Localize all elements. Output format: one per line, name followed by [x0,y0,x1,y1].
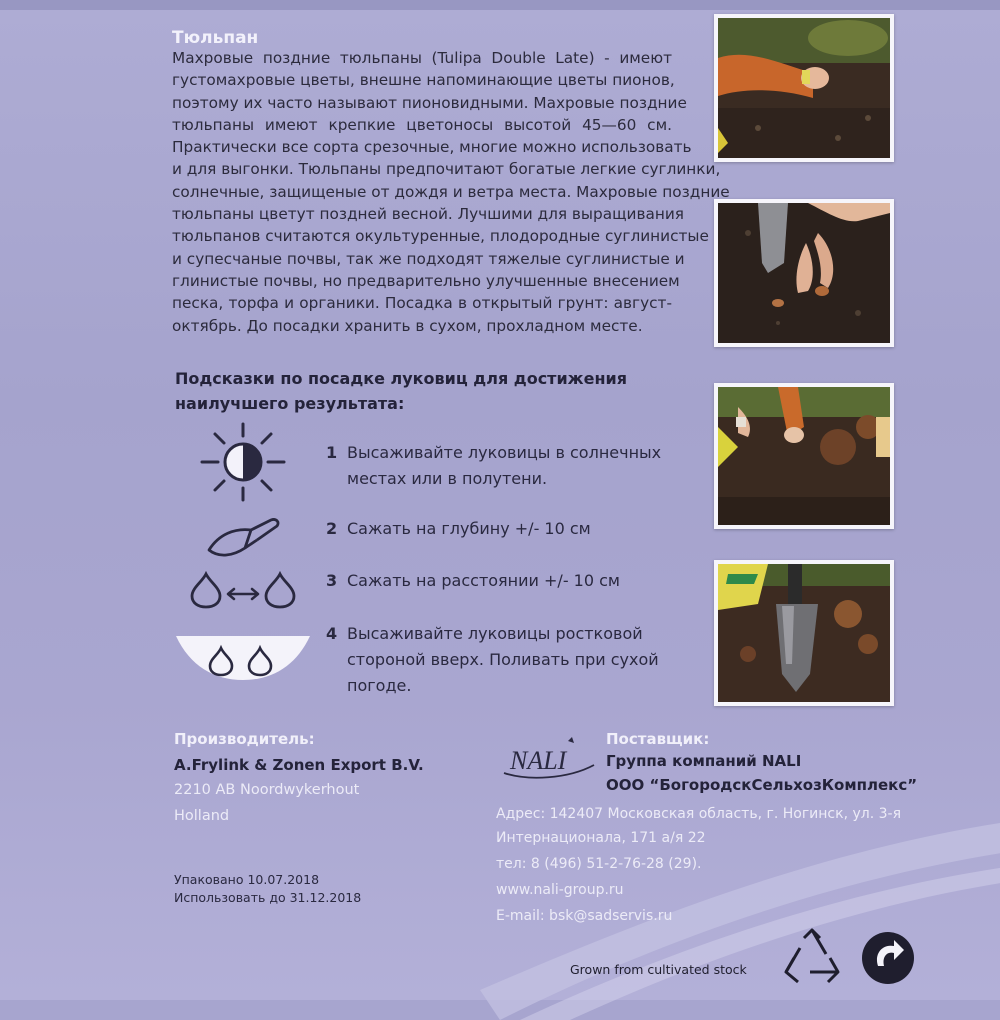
tip-text-line: местах или в полутени. [347,469,548,488]
description-line: поэтому их часто называют пионовидными. Махровые поздние [172,93,687,112]
planting-photo-2 [714,199,894,347]
tip-3 [326,568,666,594]
tip-number: 2 [326,519,338,538]
trowel-icon [205,510,285,562]
tips-heading [175,366,635,416]
product-title: Тюльпан [172,28,259,48]
supplier-email: E-mail: bsk@sadservis.ru [496,908,673,924]
planting-photo-3 [714,383,894,529]
description-line: песка, торфа и органики. Посадка в открытый грунт: август- [172,294,672,313]
tips-heading-line: Подсказки по посадке луковиц для достижения [175,369,627,388]
sun-half-shade-icon [198,422,288,502]
description-line: тюльпаны цветут поздней весной. Лучшими для выращивания [172,205,684,224]
description-line: тюльпанов считаются окультуренные, плодородные суглинистые [172,227,709,246]
use-by-date: Использовать до 31.12.2018 [174,890,362,905]
logo-text: NALI [510,746,567,775]
description-line: тюльпаны имеют крепкие цветоносы высотой 45—60 см. [172,115,672,134]
bulb-spacing-icon [188,570,298,610]
tip-2 [326,516,666,542]
tip-text-line: стороной вверх. Поливать при сухой [347,650,659,669]
tip-text-line: Сажать на расстоянии +/- 10 см [347,571,620,590]
tip-text-line: Сажать на глубину +/- 10 см [347,519,591,538]
packed-date: Упаковано 10.07.2018 [174,872,320,887]
bulbs-in-soil-icon [176,636,310,682]
recycle-icon [780,928,844,988]
supplier-address-line2: Интернационала, 171 а/я 22 [496,830,706,846]
supplier-group: Группа компаний NALI [606,752,802,770]
description-line: глинистые почвы, но предварительно улучшенные внесением [172,271,680,290]
description-line: солнечные, защищеные от дождя и ветра места. Махровые поздние [172,182,730,201]
tip-number: 1 [326,443,338,462]
supplier-company: ООО “БогородскСельхозКомплекс” [606,776,918,794]
description-line: густомахровые цветы, внешне напоминающие цветы пионов, [172,71,675,90]
tip-4 [326,621,666,699]
planting-photo-1 [714,14,894,162]
supplier-address-line1: Адрес: 142407 Московская область, г. Ногинск, ул. 3-я [496,806,901,822]
description-line: октябрь. До посадки хранить в сухом, прохладном месте. [172,316,643,335]
top-band [0,0,1000,10]
manufacturer-country: Holland [174,808,230,824]
tip-text-line: Высаживайте луковицы в солнечных [347,443,662,462]
tip-1 [326,440,666,492]
circular-arrow-icon [860,930,916,986]
manufacturer-address: 2210 AB Noordwykerhout [174,782,360,798]
tip-text-line: погоде. [347,676,412,695]
tip-number: 3 [326,571,338,590]
manufacturer-name: A.Frylink & Zonen Export B.V. [174,756,424,774]
supplier-phone: тел: 8 (496) 51-2-76-28 (29). [496,856,702,872]
nali-logo [498,735,598,787]
product-description [172,47,730,337]
description-line: и для выгонки. Тюльпаны предпочитают богатые легкие суглинки, [172,160,721,179]
description-line: Махровые поздние тюльпаны (Tulipa Double Late) - имеют [172,49,672,67]
manufacturer-label: Производитель: [174,730,315,748]
supplier-label: Поставщик: [606,730,710,748]
planting-photo-4 [714,560,894,706]
tip-text-line: Высаживайте луковицы ростковой [347,624,643,643]
grown-note: Grown from cultivated stock [570,962,747,977]
description-line: и супесчаные почвы, так же подходят тяжелые суглинистые и [172,249,685,268]
supplier-website: www.nali-group.ru [496,882,624,898]
tips-heading-line: наилучшего результата: [175,394,405,413]
tip-number: 4 [326,624,338,643]
description-line: Практически все сорта срезочные, многие можно использовать [172,138,692,157]
